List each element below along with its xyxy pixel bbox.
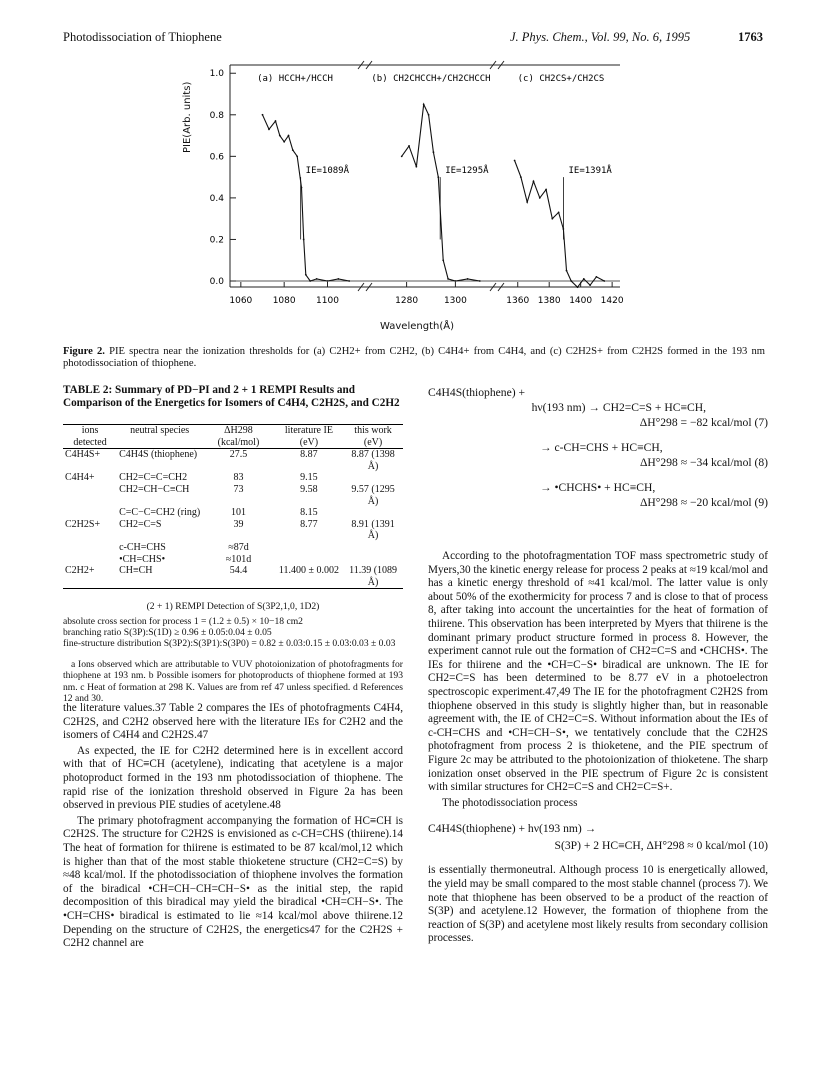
figure-2 — [150, 55, 670, 340]
table-cell: 8.15 — [300, 507, 318, 519]
data-point — [337, 278, 339, 280]
spectrum-curve — [515, 161, 605, 288]
equation-line: C4H4S(thiophene) + hν(193 nm) → — [428, 822, 597, 836]
table-cell: CH2=CH−C≡CH — [119, 483, 190, 495]
y-tick-label: 0.2 — [209, 235, 224, 246]
equation-line: C4H4S(thiophene) + — [428, 386, 526, 399]
rempi-results — [63, 616, 403, 650]
x-tick-label: 1060 — [229, 296, 253, 306]
panel-label: (a) HCCH+/HCCH — [257, 74, 333, 84]
table-cell: •CH=CHS• — [119, 553, 166, 565]
panel-label: (b) CH2CHCCH+/CH2CHCCH — [371, 74, 491, 84]
table-footnote: a Ions observed which are attributable to VUV photoionization of photofragments for thiophene at 193 nm. b Possible isomers for photoproducts of thiophene formed at 193 nm. c Heat of formation at 298 K. Values are from ref 47 unless specified. d References 12 and 30. — [63, 659, 403, 704]
table-cell — [63, 507, 117, 519]
equation-line: ΔH°298 = −82 kcal/mol (7) — [639, 416, 768, 429]
spectrum-curve — [263, 115, 350, 281]
table-cell: 11.39 (1089 Å) — [349, 565, 398, 588]
data-point — [583, 278, 585, 280]
x-tick-label: 1420 — [600, 296, 624, 306]
table-header-cell: ions detected — [73, 425, 107, 448]
left-column — [63, 702, 403, 951]
x-tick-label: 1360 — [506, 296, 530, 306]
data-point — [283, 141, 285, 143]
y-tick-label: 0.4 — [209, 193, 224, 204]
caption-text: PIE spectra near the ionization thresholds for (a) C2H2+ from C2H2, (b) C4H4+ from C4H4, and (c) C2H2S+ from C2H2S formed in the 193 nm photodissociation of thiophene. — [63, 346, 765, 370]
rempi-line: branching ratio S(3P):S(1D) ≥ 0.96 ± 0.05:0.04 ± 0.05 — [63, 626, 272, 638]
table-row — [63, 542, 403, 554]
paragraph: The primary photofragment accompanying the formation of HC≡CH is C2H2S. The structure for C2H2S is envisioned as c-CH=CHS (thiirene).14 The heat of formation for thiirene is estimated to be 87 kcal/mol,12 which is higher than that of the most stable thioketene structure (CH2=C=S) by ≈48 kcal/mol. If the photodissociation of thiophene involves the formation of the biradical •CH=CH−CH=CH−S• as the initial step, the rapid decomposition of this biradical may yield the biradical •CH=CH−S•. The •CH=CHS• biradical is estimated to lie ≈14 kcal/mol above thiirene.12 Depending on the structure of C2H2S, the energetics47 for the C2H2S + C2H2 channel are — [63, 814, 403, 950]
table-cell: C=C−C=CH2 (ring) — [119, 507, 201, 519]
table-row — [63, 472, 403, 484]
equation-line: hν(193 nm) → CH2=C=S + HC≡CH, — [531, 401, 706, 414]
data-point — [408, 145, 410, 147]
table-row — [63, 449, 403, 473]
table-header-cell: literature IE (eV) — [284, 425, 333, 448]
table-cell: ≈101d — [225, 553, 252, 565]
caption-label: Figure 2. — [63, 346, 105, 357]
data-point — [545, 189, 547, 191]
table-cell: 8.77 — [300, 518, 318, 530]
data-point — [305, 274, 307, 276]
table-2 — [63, 424, 403, 704]
table-cell: 54.4 — [229, 565, 248, 577]
table-cell: 8.87 — [300, 449, 318, 461]
table-cell — [63, 484, 117, 507]
data-point — [437, 176, 439, 178]
data-point — [268, 128, 270, 130]
journal-citation: J. Phys. Chem., Vol. 99, No. 6, 1995 — [510, 30, 691, 44]
data-point — [603, 280, 605, 282]
table-row — [63, 507, 403, 519]
data-point — [570, 280, 572, 282]
x-tick-label: 1280 — [395, 296, 419, 306]
table-header-cell: ΔH298 (kcal/mol) — [217, 425, 260, 448]
equation-line: → •CHCHS• + HC≡CH, — [540, 481, 656, 494]
data-point — [303, 239, 305, 241]
data-point — [577, 286, 579, 288]
paragraph: As expected, the IE for C2H2 determined here is in excellent accord with that of HC≡CH (acetylene), indicating that acetylene is a major photoproduct formed in the 193 nm photodissociation of thiophene. The rapid rise of the ionization threshold observed in Figure 2a has been observed in previous PIE studies of acetylene.48 — [63, 744, 403, 812]
table-row — [63, 519, 403, 542]
table-cell: CH≡CH — [119, 565, 153, 577]
data-point — [428, 114, 430, 116]
table-title: TABLE 2: Summary of PD−PI and 2 + 1 REMPI Results and Comparison of the Energetics for Isomers of C4H4, C2H2S, and C2H2 — [63, 384, 400, 409]
equation-line: S(3P) + 2 HC≡CH, ΔH°298 ≈ 0 kcal/mol (10) — [554, 838, 768, 852]
data-point — [589, 284, 591, 286]
data-point — [566, 270, 568, 272]
data-point — [533, 180, 535, 182]
rempi-line: fine-structure distribution S(3P2):S(3P1):S(3P0) = 0.82 ± 0.03:0.15 ± 0.03:0.03 ± 0.03 — [63, 637, 396, 649]
right-column — [428, 550, 768, 946]
paragraph: the literature values.37 Table 2 compares the IEs of photofragments C4H4, C2H2S, and C2H2 observed here with the literature IEs for C2H2 and the isomers of C4H4 and C2H2S.47 — [63, 702, 403, 742]
table-cell — [63, 554, 117, 566]
figure-caption — [63, 346, 765, 371]
panel-label: (c) CH2CS+/CH2CS — [517, 74, 605, 84]
x-tick-label: 1080 — [272, 296, 296, 306]
equation-line: ΔH°298 ≈ −34 kcal/mol (8) — [639, 456, 768, 469]
table-cell — [275, 542, 343, 554]
table-header-cell: neutral species — [130, 425, 190, 436]
data-point — [275, 120, 277, 122]
table-cell: C4H4S+ — [65, 449, 101, 461]
data-point — [433, 151, 435, 153]
table-cell: 83 — [233, 472, 244, 484]
paragraph: According to the photofragmentation TOF mass spectrometric study of Myers,30 the kinetic energy release for process 2 peaks at ≈19 kcal/mol and has a kinetic energy threshold of ≈41 kcal/mol. The latter value is only about 50% of the exothermicity for process 7 and is close to that of process 8, after taking into account the uncertainties for the heat of formation of thiirene. This observation has been interpreted by Myers that thiirene is the dominant primary product structure formed in process 8. However, the experiment cannot rule out the formation of CH2=C=S and •CHCHS•. The IEs for thiirene and the •CH=C−S• biradical are unknown. The IE for CH2=C=S has been determined to be 8.77 eV in a photoelectron spectroscopic experiment.47,49 The IE for the photofragment C2H2S from thiophene observed in this study is slightly higher than, but in reasonable agreement with, the IE of CH2=C=S. Without information about the IEs of c-CH=CHS and •CH=CH−S•, we tentatively conclude that the C2H2S photofragment from process 2 is thioketene, and the PIE spectrum of Figure 2c may be attributed to the photoionization of thioketene. The sharp ionization onset observed in the PIE spectrum of Figure 2c is consistent with similar structures for CH2=C=S and CH2=C=S+. — [428, 550, 768, 794]
data-point — [447, 278, 449, 280]
data-point — [327, 280, 329, 282]
data-point — [526, 201, 528, 203]
y-tick-label: 1.0 — [209, 69, 224, 80]
data-point — [292, 149, 294, 151]
data-point — [558, 212, 560, 214]
table-cell: 9.58 — [300, 483, 318, 495]
y-tick-label: 0.0 — [209, 277, 224, 287]
rempi-title: (2 + 1) REMPI Detection of S(3P2,1,0, 1D2) — [146, 601, 320, 613]
data-point — [316, 278, 318, 280]
table-cell: C2H2S+ — [65, 518, 101, 530]
x-tick-label: 1100 — [316, 296, 339, 306]
rempi-line: absolute cross section for process 1 = (1.2 ± 0.5) × 10−18 cm2 — [63, 615, 303, 627]
ie-label: IE=1391Å — [568, 165, 612, 176]
data-point — [514, 160, 516, 162]
table-cell: C2H2+ — [65, 565, 95, 577]
data-point — [288, 135, 290, 137]
data-point — [296, 155, 298, 157]
data-point — [262, 114, 264, 116]
table-row — [63, 554, 403, 566]
table-row — [63, 565, 403, 589]
data-point — [415, 166, 417, 168]
table-cell — [343, 542, 403, 554]
x-tick-label: 1400 — [569, 296, 593, 306]
running-header-title: Photodissociation of Thiophene — [63, 30, 222, 44]
data-point — [348, 280, 350, 282]
table-cell: 11.400 ± 0.002 — [278, 565, 339, 577]
table-cell: 73 — [233, 483, 244, 495]
table-cell: c-CH=CHS — [119, 541, 166, 553]
table-cell: 27.5 — [229, 449, 248, 461]
table-cell — [275, 554, 343, 566]
x-tick-label: 1300 — [443, 296, 467, 306]
page-number: 1763 — [738, 30, 763, 44]
pie-spectra-chart — [150, 55, 670, 340]
data-point — [455, 280, 457, 282]
equation-10 — [428, 822, 768, 852]
data-point — [423, 104, 425, 106]
data-point — [539, 197, 541, 199]
table-cell: CH2=C=S — [119, 518, 162, 530]
table-cell: 39 — [233, 518, 244, 530]
paragraph: is essentially thermoneutral. Although process 10 is energetically allowed, the yield may be small compared to the most stable channel (process 7). We note that thiophene has been observed to be a product of the reaction of S(3P) and acetylene.12 However, the formation of thiophene from the reaction of S(3P) and acetylene most likely results from secondary collision processes. — [428, 864, 768, 945]
spectrum-curve — [402, 104, 480, 281]
equation-line: → c-CH=CHS + HC≡CH, — [540, 441, 663, 454]
data-point — [520, 176, 522, 178]
table-cell: 101 — [230, 507, 246, 519]
y-tick-label: 0.8 — [209, 110, 224, 121]
paragraph: The photodissociation process — [442, 796, 578, 809]
x-axis-label: Wavelength(Å) — [380, 321, 454, 332]
y-tick-label: 0.6 — [209, 152, 224, 163]
table-cell: CH2=C=C=CH2 — [119, 472, 188, 484]
ie-label: IE=1295Å — [445, 165, 489, 176]
table-header-row — [63, 425, 403, 449]
data-point — [442, 259, 444, 261]
data-point — [279, 135, 281, 137]
table-cell: C4H4S (thiophene) — [119, 449, 198, 461]
table-cell: 8.87 (1398 Å) — [351, 449, 395, 472]
table-cell: ≈87d — [228, 541, 249, 553]
x-tick-label: 1380 — [537, 296, 561, 306]
data-point — [479, 280, 481, 282]
data-point — [596, 276, 598, 278]
table-cell — [63, 542, 117, 554]
equation-line: ΔH°298 ≈ −20 kcal/mol (9) — [639, 496, 768, 509]
data-point — [401, 155, 403, 157]
table-cell — [343, 507, 403, 519]
data-point — [551, 218, 553, 220]
table-cell: 9.57 (1295 Å) — [351, 483, 395, 507]
table-cell — [343, 472, 403, 484]
table-cell — [343, 554, 403, 566]
table-row — [63, 484, 403, 507]
y-axis-label: PIE(Arb. units) — [182, 81, 193, 153]
table-cell: 8.91 (1391 Å) — [351, 518, 395, 542]
table-cell: 9.15 — [300, 472, 318, 484]
ie-label: IE=1089Å — [305, 165, 350, 176]
equations-7-9 — [428, 386, 768, 509]
table-cell: C4H4+ — [65, 472, 95, 484]
table-header-cell: this work (eV) — [354, 425, 392, 448]
data-point — [467, 278, 469, 280]
data-point — [309, 280, 311, 282]
